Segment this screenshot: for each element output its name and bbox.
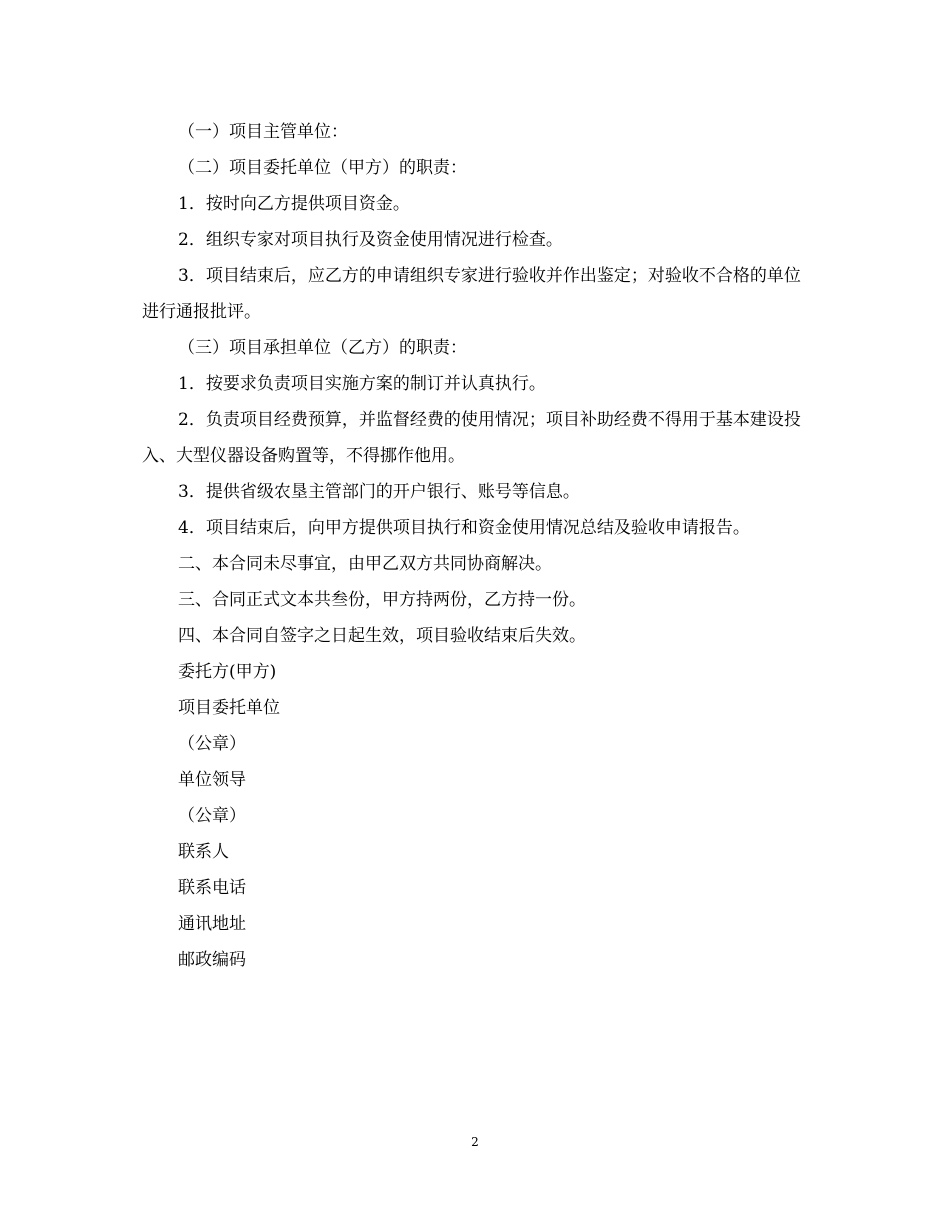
signature-seal-label: （公章）: [178, 734, 246, 754]
party-b-duty-1: 1．按要求负责项目实施方案的制订并认真执行。: [178, 374, 546, 394]
section-heading-party-b: （三）项目承担单位（乙方）的职责：: [178, 338, 467, 358]
signature-unit-label: 项目委托单位: [178, 698, 280, 718]
section-heading-party-a: （二）项目委托单位（甲方）的职责：: [178, 158, 467, 178]
contact-phone-label: 联系电话: [178, 878, 246, 898]
contact-person-label: 联系人: [178, 842, 229, 862]
party-b-duty-2: 2．负责项目经费预算，并监督经费的使用情况；项目补助经费不得用于基本建设投入、大型仪器设备购置等，不得挪作他用。: [142, 410, 801, 466]
party-b-duty-4: 4．项目结束后，向甲方提供项目执行和资金使用情况总结及验收申请报告。: [178, 518, 750, 538]
party-a-duty-2: 2．组织专家对项目执行及资金使用情况进行检查。: [178, 230, 563, 250]
mailing-address-label: 通讯地址: [178, 914, 246, 934]
postal-code-label: 邮政编码: [178, 950, 246, 970]
clause-4: 四、本合同自签字之日起生效，项目验收结束后失效。: [178, 626, 586, 646]
signature-client-label: 委托方(甲方): [178, 662, 277, 682]
signature-seal-label-2: （公章）: [178, 806, 246, 826]
page-number: 2: [471, 1135, 479, 1149]
clause-3: 三、合同正式文本共叁份，甲方持两份，乙方持一份。: [178, 590, 586, 610]
document-body: [142, 114, 807, 978]
clause-2: 二、本合同未尽事宜，由甲乙双方共同协商解决。: [178, 554, 552, 574]
party-a-duty-3: 3．项目结束后，应乙方的申请组织专家进行验收并作出鉴定；对验收不合格的单位进行通报批评。: [142, 266, 801, 322]
party-a-duty-1: 1．按时向乙方提供项目资金。: [178, 194, 410, 214]
party-b-duty-3: 3．提供省级农垦主管部门的开户银行、账号等信息。: [178, 482, 580, 502]
signature-leader-label: 单位领导: [178, 770, 246, 790]
section-heading-supervisor: （一）项目主管单位：: [178, 122, 348, 142]
